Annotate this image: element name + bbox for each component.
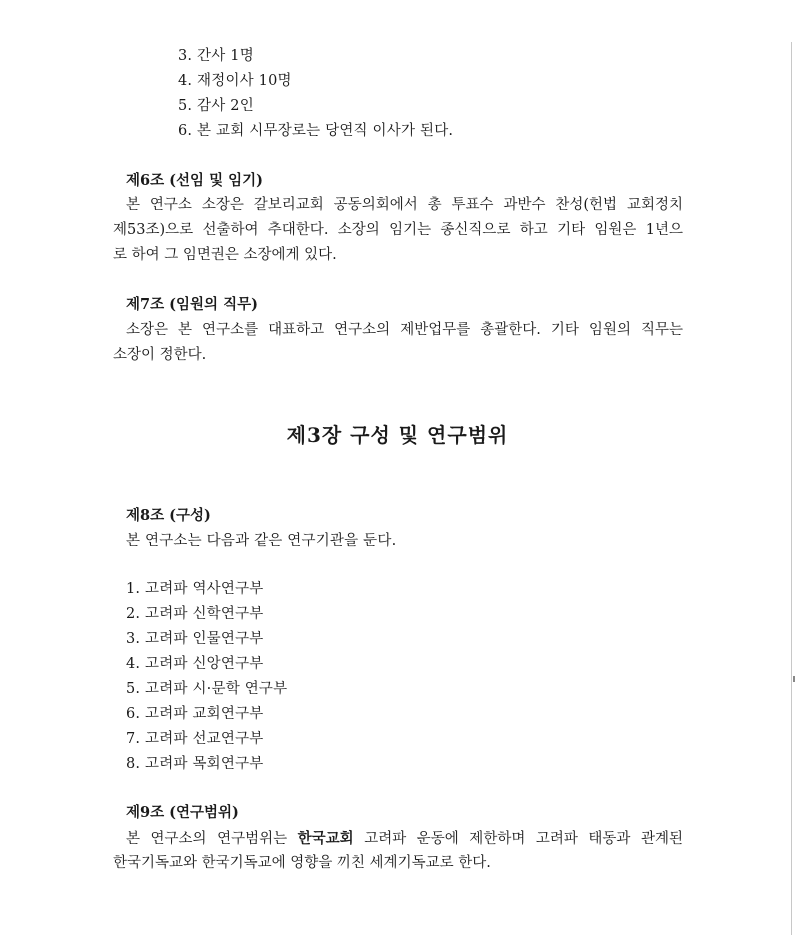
article-9-heading: 제9조 (연구범위) <box>126 804 239 821</box>
text-run: 본 연구소의 연구범위는 <box>126 831 298 847</box>
list-item: 4. 고려파 신앙연구부 <box>126 656 264 672</box>
paragraph-line: 소장은 본 연구소를 대표하고 연구소의 제반업무를 총괄한다. 기타 임원의 직무는 <box>126 322 683 338</box>
list-item: 6. 본 교회 시무장로는 당연직 이사가 된다. <box>178 123 454 139</box>
list-item: 5. 감사 2인 <box>178 98 254 114</box>
article-9-body <box>113 826 683 876</box>
list-item: 2. 고려파 신학연구부 <box>126 606 264 622</box>
article-6-heading: 제6조 (선임 및 임기) <box>126 172 264 189</box>
article-8-intro: 본 연구소는 다음과 같은 연구기관을 둔다. <box>126 533 397 549</box>
paragraph-line: 소장이 정한다. <box>113 347 207 363</box>
article-7-heading: 제7조 (임원의 직무) <box>126 296 258 313</box>
list-item: 4. 재정이사 10명 <box>178 73 292 89</box>
list-item: 8. 고려파 목회연구부 <box>126 756 264 772</box>
chapter-title: 제3장 구성 및 연구범위 <box>286 423 509 447</box>
emphasis-text: 한국교회 <box>297 830 354 847</box>
paragraph-line: 본 연구소 소장은 갈보리교회 공동의회에서 총 투표수 과반수 찬성(헌법 교회정치 <box>126 197 683 213</box>
list-item: 3. 고려파 인물연구부 <box>126 631 264 647</box>
page-edge-divider <box>791 42 792 935</box>
article-6-body <box>113 193 683 268</box>
article-7-body <box>113 318 683 368</box>
list-item: 7. 고려파 선교연구부 <box>126 731 264 747</box>
paragraph-line: 한국기독교와 한국기독교에 영향을 끼친 세계기독교로 한다. <box>113 855 491 871</box>
list-item: 6. 고려파 교회연구부 <box>126 706 264 722</box>
paragraph-line: 제53조)으로 선출하여 추대한다. 소장의 임기는 종신직으로 하고 기타 임원은 1년으 <box>113 222 683 238</box>
list-item: 3. 간사 1명 <box>178 48 254 64</box>
paragraph-line <box>113 826 683 851</box>
article-8-heading: 제8조 (구성) <box>126 507 211 524</box>
list-item: 1. 고려파 역사연구부 <box>126 581 264 597</box>
list-item: 5. 고려파 시·문학 연구부 <box>126 681 288 697</box>
paragraph-line: 로 하여 그 임면권은 소장에게 있다. <box>113 247 337 263</box>
text-run: 고려파 운동에 제한하며 고려파 태동과 관계된 <box>353 831 683 847</box>
